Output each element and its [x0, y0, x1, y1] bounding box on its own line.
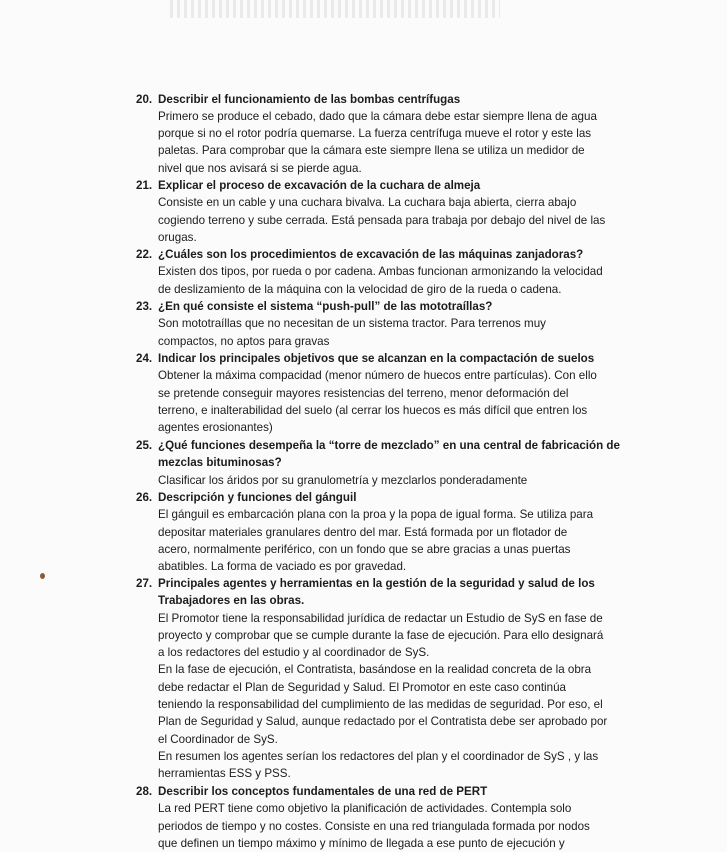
question-title-continued: Trabajadores en las obras. [158, 594, 305, 608]
question-number: 22. [136, 248, 153, 261]
bleed-through-text [170, 0, 500, 18]
question-title: ¿Cuáles son los procedimientos de excavación de las máquinas zanjadoras? [158, 248, 584, 261]
question-title: ¿En qué consiste el sistema “push-pull” de las mototraíllas? [158, 300, 493, 313]
page-mark [40, 573, 45, 579]
question-number: 27. [136, 577, 153, 590]
question-number: 23. [136, 300, 153, 313]
question-title: Principales agentes y herramientas en la gestión de la seguridad y salud de los [158, 577, 595, 590]
question-number: 24. [136, 352, 153, 365]
question-title: Descripción y funciones del gánguil [158, 491, 357, 504]
answer-text: El gánguil es embarcación plana con la proa y la popa de igual forma. Se utiliza para depositar materiales granulares dentro del mar. Está formada por un flotador de acero, normalmente periférico, con un fondo que se abre gracias a unas puertas abatibles. La forma de vaciado es por gravedad. [158, 508, 594, 574]
question-title: Explicar el proceso de excavación de la cuchara de almeja [158, 179, 481, 192]
question-title-continued: mezclas bituminosas? [158, 456, 282, 470]
question-title: Describir el funcionamiento de las bombas centrífugas [158, 92, 461, 106]
answer-text: Son mototraíllas que no necesitan de un sistema tractor. Para terrenos muy compactos, no aptos para gravas [158, 317, 546, 348]
answer-text: Existen dos tipos, por rueda o por cadena. Ambas funcionan armonizando la velocidad de deslizamiento de la máquina con la velocidad de giro de la rueda o cadena. [158, 265, 603, 296]
question-number: 28. [136, 785, 153, 798]
question-number: 20. [136, 92, 153, 106]
answer-text: Clasificar los áridos por su granulometría y mezclarlos ponderadamente [158, 473, 528, 487]
question-title: Describir los conceptos fundamentales de una red de PERT [158, 785, 488, 798]
answer-text: La red PERT tiene como objetivo la planificación de actividades. Contempla solo periodos de tiempo y no costes. Consiste en una red triangulada formada por nodos que definen un tiempo máximo y mínimo de llegada a ese punto de ejecución y [158, 802, 590, 850]
answer-text: Obtener la máxima compacidad (menor número de huecos entre partículas). Con ello se pretende conseguir mayores resistencias del terreno, menor deformación del terreno, e inalterabilidad del suelo (al cerrar los huecos es más difícil que entren los agentes erosionantes) [158, 369, 597, 435]
answer-text: Consiste en un cable y una cuchara bivalva. La cuchara baja abierta, cierra abajo cogiendo terreno y sube cerrada. Está pensada para trabaja por debajo del nivel de las orugas. [158, 196, 606, 244]
question-number: 21. [136, 179, 153, 192]
question-number: 26. [136, 491, 153, 504]
answer-text: El Promotor tiene la responsabilidad jurídica de redactar un Estudio de SyS en fase de proyecto y comprobar que se cumple durante la fase de ejecución. Para ello designará a los redactores del estudio y al coordinador de SyS. En la fase de ejecución, el Contratista, basándose en la realidad concreta de la obra debe redactar el Plan de Seguridad y Salud. El Promotor en este caso continúa teniendo la responsabilidad del cumplimiento de las medidas de seguridad. Por eso, el Plan de Seguridad y Salud, aunque redactado por el Contratista debe ser aprobado por el Coordinador de SyS. En resumen los agentes serían los redactores del plan y el coordinador de SyS , y las herramientas ESS y PSS. [158, 611, 608, 781]
question-title: ¿Qué funciones desempeña la “torre de mezclado” en una central de fabricación de [158, 439, 620, 452]
question-title: Indicar los principales objetivos que se alcanzan en la compactación de suelos [158, 352, 595, 365]
question-number: 25. [136, 439, 153, 452]
answer-text: Primero se produce el cebado, dado que la cámara debe estar siempre llena de agua porque si no el rotor podría quemarse. La fuerza centrífuga mueve el rotor y este las paletas. Para comprobar que la cámara este siempre llena se utiliza un medidor de nivel que nos avisará si se pierde agua. [158, 109, 597, 175]
